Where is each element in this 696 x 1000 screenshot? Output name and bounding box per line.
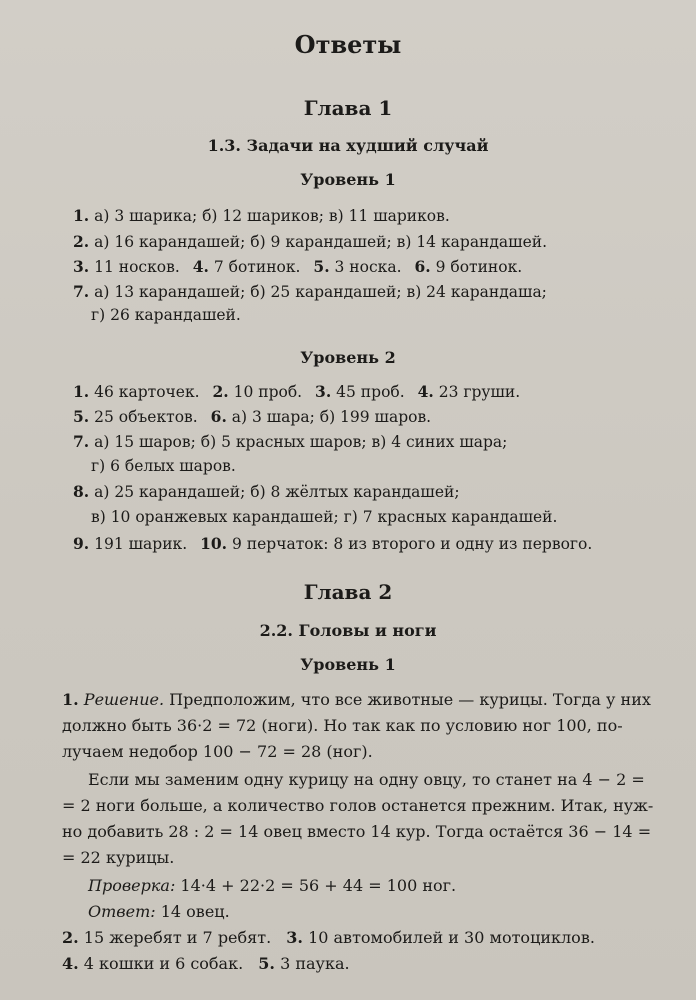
answer-line: г) 6 белых шаров. [91, 457, 236, 475]
chapter-1-section: 1.3. Задачи на худший случай [207, 136, 489, 155]
chapter-2-section: 2.2. Головы и ноги [259, 621, 437, 640]
solution-label: Решение. [83, 690, 165, 709]
check-label: Проверка: [88, 876, 176, 895]
answer-line: 2. 15 жеребят и 7 ребят. 3. 10 автомобилей и 30 мотоциклов. [62, 928, 595, 947]
page-title: Ответы [294, 30, 402, 59]
solution-line: но добавить 28 : 2 = 14 овец вместо 14 кур. Тогда остаётся 36 − 14 = [62, 822, 652, 841]
answer-line: Ответ: 14 овец. [88, 902, 230, 921]
solution-line: лучаем недобор 100 − 72 = 28 (ног). [62, 742, 373, 761]
answer-line: 7. а) 13 карандашей; б) 25 карандашей; в) 24 карандаша; [73, 282, 547, 301]
chapter-1-level-2-heading: Уровень 2 [300, 348, 396, 367]
chapter-1-heading: Глава 1 [303, 96, 393, 120]
answer-line: 4. 4 кошки и 6 собак. 5. 3 паука. [62, 954, 350, 973]
check-line: Проверка: 14·4 + 22·2 = 56 + 44 = 100 ног. [88, 876, 457, 895]
answer-line: 1. 46 карточек. 2. 10 проб. 3. 45 проб. 4. 23 груши. [73, 382, 521, 401]
solution-line: = 2 ноги больше, а количество голов останется прежним. Итак, нуж- [62, 796, 654, 815]
answer-line: 9. 191 шарик. 10. 9 перчаток: 8 из второго и одну из первого. [73, 534, 593, 553]
solution-line: 1. Решение. Предположим, что все животные — курицы. Тогда у них [62, 690, 651, 709]
chapter-1-level-1-heading: Уровень 1 [300, 170, 396, 189]
answer-line: 5. 25 объектов. 6. а) 3 шара; б) 199 шаров. [73, 407, 432, 426]
answer-line: 1. а) 3 шарика; б) 12 шариков; в) 11 шариков. [73, 206, 450, 225]
solution-line: Если мы заменим одну курицу на одну овцу, то станет на 4 − 2 = [88, 770, 645, 789]
answer-line: г) 26 карандашей. [91, 306, 241, 324]
answer-line: 2. а) 16 карандашей; б) 9 карандашей; в) 14 карандашей. [73, 232, 548, 251]
answer-line: 3. 11 носков. 4. 7 ботинок. 5. 3 носка. 6. 9 ботинок. [73, 257, 523, 276]
answer-line: 8. а) 25 карандашей; б) 8 жёлтых карандашей; [73, 482, 460, 501]
answer-line: 7. а) 15 шаров; б) 5 красных шаров; в) 4 синих шара; [73, 432, 508, 451]
answer-line: в) 10 оранжевых карандашей; г) 7 красных карандашей. [91, 508, 558, 526]
chapter-2-heading: Глава 2 [303, 580, 393, 604]
solution-line: должно быть 36·2 = 72 (ноги). Но так как по условию ног 100, по- [62, 716, 623, 735]
chapter-2-level-1-heading: Уровень 1 [300, 655, 396, 674]
solution-line: = 22 курицы. [62, 848, 175, 867]
answer-label: Ответ: [88, 902, 156, 921]
